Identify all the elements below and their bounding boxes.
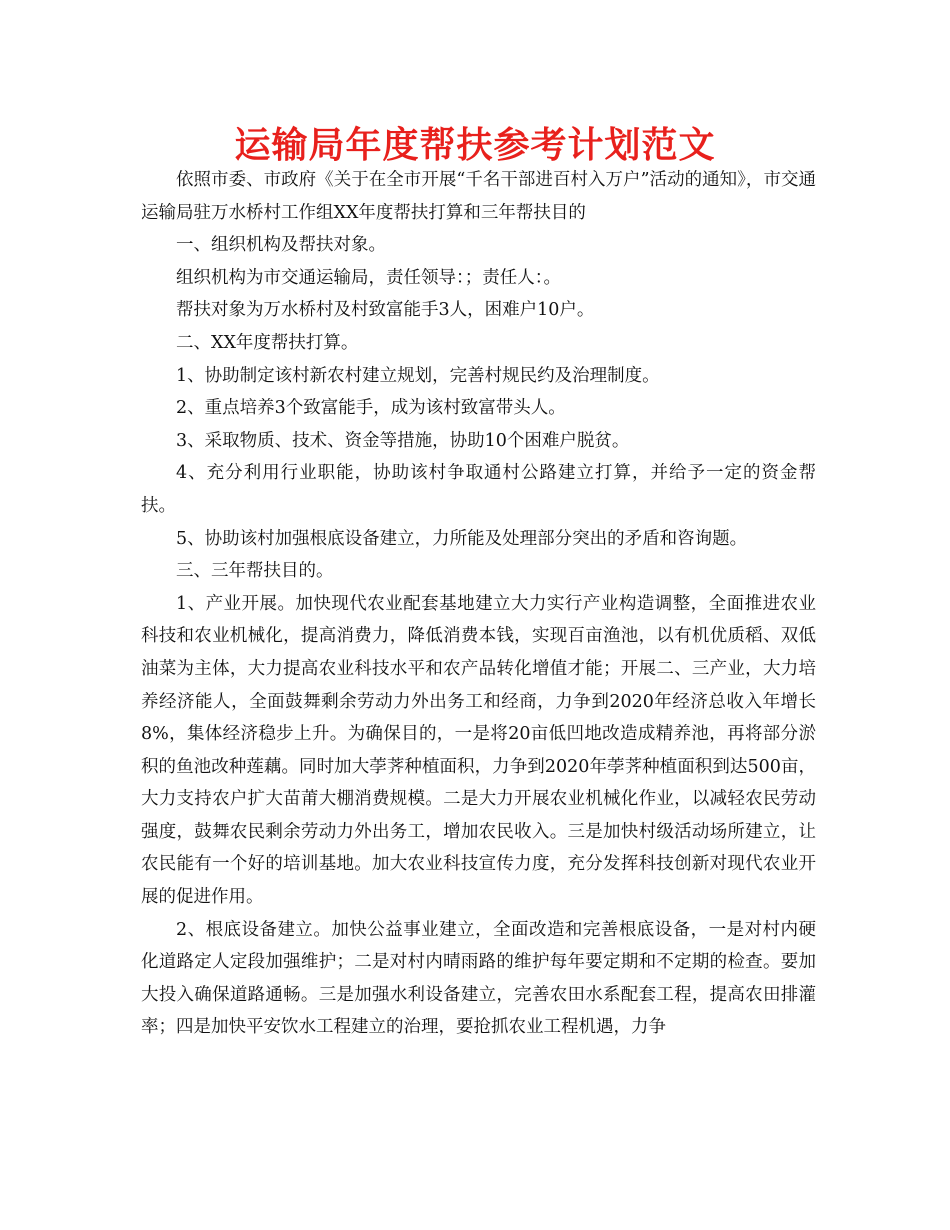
document-title: 运输局年度帮扶参考计划范文 <box>234 125 716 166</box>
plan-item-3: 3、采取物质、技术、资金等措施，协助10个困难户脱贫。 <box>176 430 630 451</box>
goal-infrastructure: 2、根底设备建立。加快公益事业建立，全面改造和完善根底设备，一是对村内硬化道路定人定段加强维护；二是对村内晴雨路的维护每年要定期和不定期的检查。要加大投入确保道路通畅。三是加强水利设备建立，完善农田水系配套工程，提高农田排灌率；四是加快平安饮水工程建立的治理，要抢抓农业工程机遇，力争 <box>141 919 816 1038</box>
section-heading-annual-plan: 二、XX年度帮扶打算。 <box>176 332 359 353</box>
paragraph-intro: 依照市委、市政府《关于在全市开展“千名干部进百村入万户”活动的通知》，市交通运输局驻万水桥村工作组XX年度帮扶打算和三年帮扶目的 <box>141 170 816 223</box>
section-heading-organization: 一、组织机构及帮扶对象。 <box>176 235 386 256</box>
document-body <box>141 164 816 1044</box>
plan-item-4: 4、充分利用行业职能，协助该村争取通村公路建立打算，并给予一定的资金帮扶。 <box>141 463 816 516</box>
paragraph-targets: 帮扶对象为万水桥村及村致富能手3人，困难户10户。 <box>176 300 595 321</box>
goal-industry-development: 1、产业开展。加快现代农业配套基地建立大力实行产业构造调整，全面推进农业科技和农业机械化，提高消费力，降低消费本钱，实现百亩渔池，以有机优质稻、双低油菜为主体，大力提高农业科技水平和农产品转化增值才能；开展二、三产业，大力培养经济能人，全面鼓舞剩余劳动力外出务工和经商，力争到2020年经济总收入年增长8%，集体经济稳步上升。为确保目的，一是将20亩低凹地改造成精养池，再将部分淤积的鱼池改种莲藕。同时加大荸荠种植面积，力争到2020年荸荠种植面积到达500亩，大力支持农户扩大苗莆大棚消费规模。二是大力开展农业机械化作业，以减轻农民劳动强度，鼓舞农民剩余劳动力外出务工，增加农民收入。三是加快村级活动场所建立，让农民能有一个好的培训基地。加大农业科技宣传力度，充分发挥科技创新对现代农业开展的促进作用。 <box>141 593 816 908</box>
section-heading-three-year-goals: 三、三年帮扶目的。 <box>176 561 334 582</box>
plan-item-1: 1、协助制定该村新农村建立规划，完善村规民约及治理制度。 <box>176 365 660 386</box>
plan-item-2: 2、重点培养3个致富能手，成为该村致富带头人。 <box>176 398 566 419</box>
paragraph-organization: 组织机构为市交通运输局，责任领导：；责任人：。 <box>176 267 561 288</box>
plan-item-5: 5、协助该村加强根底设备建立，力所能及处理部分突出的矛盾和咨询题。 <box>176 528 748 549</box>
